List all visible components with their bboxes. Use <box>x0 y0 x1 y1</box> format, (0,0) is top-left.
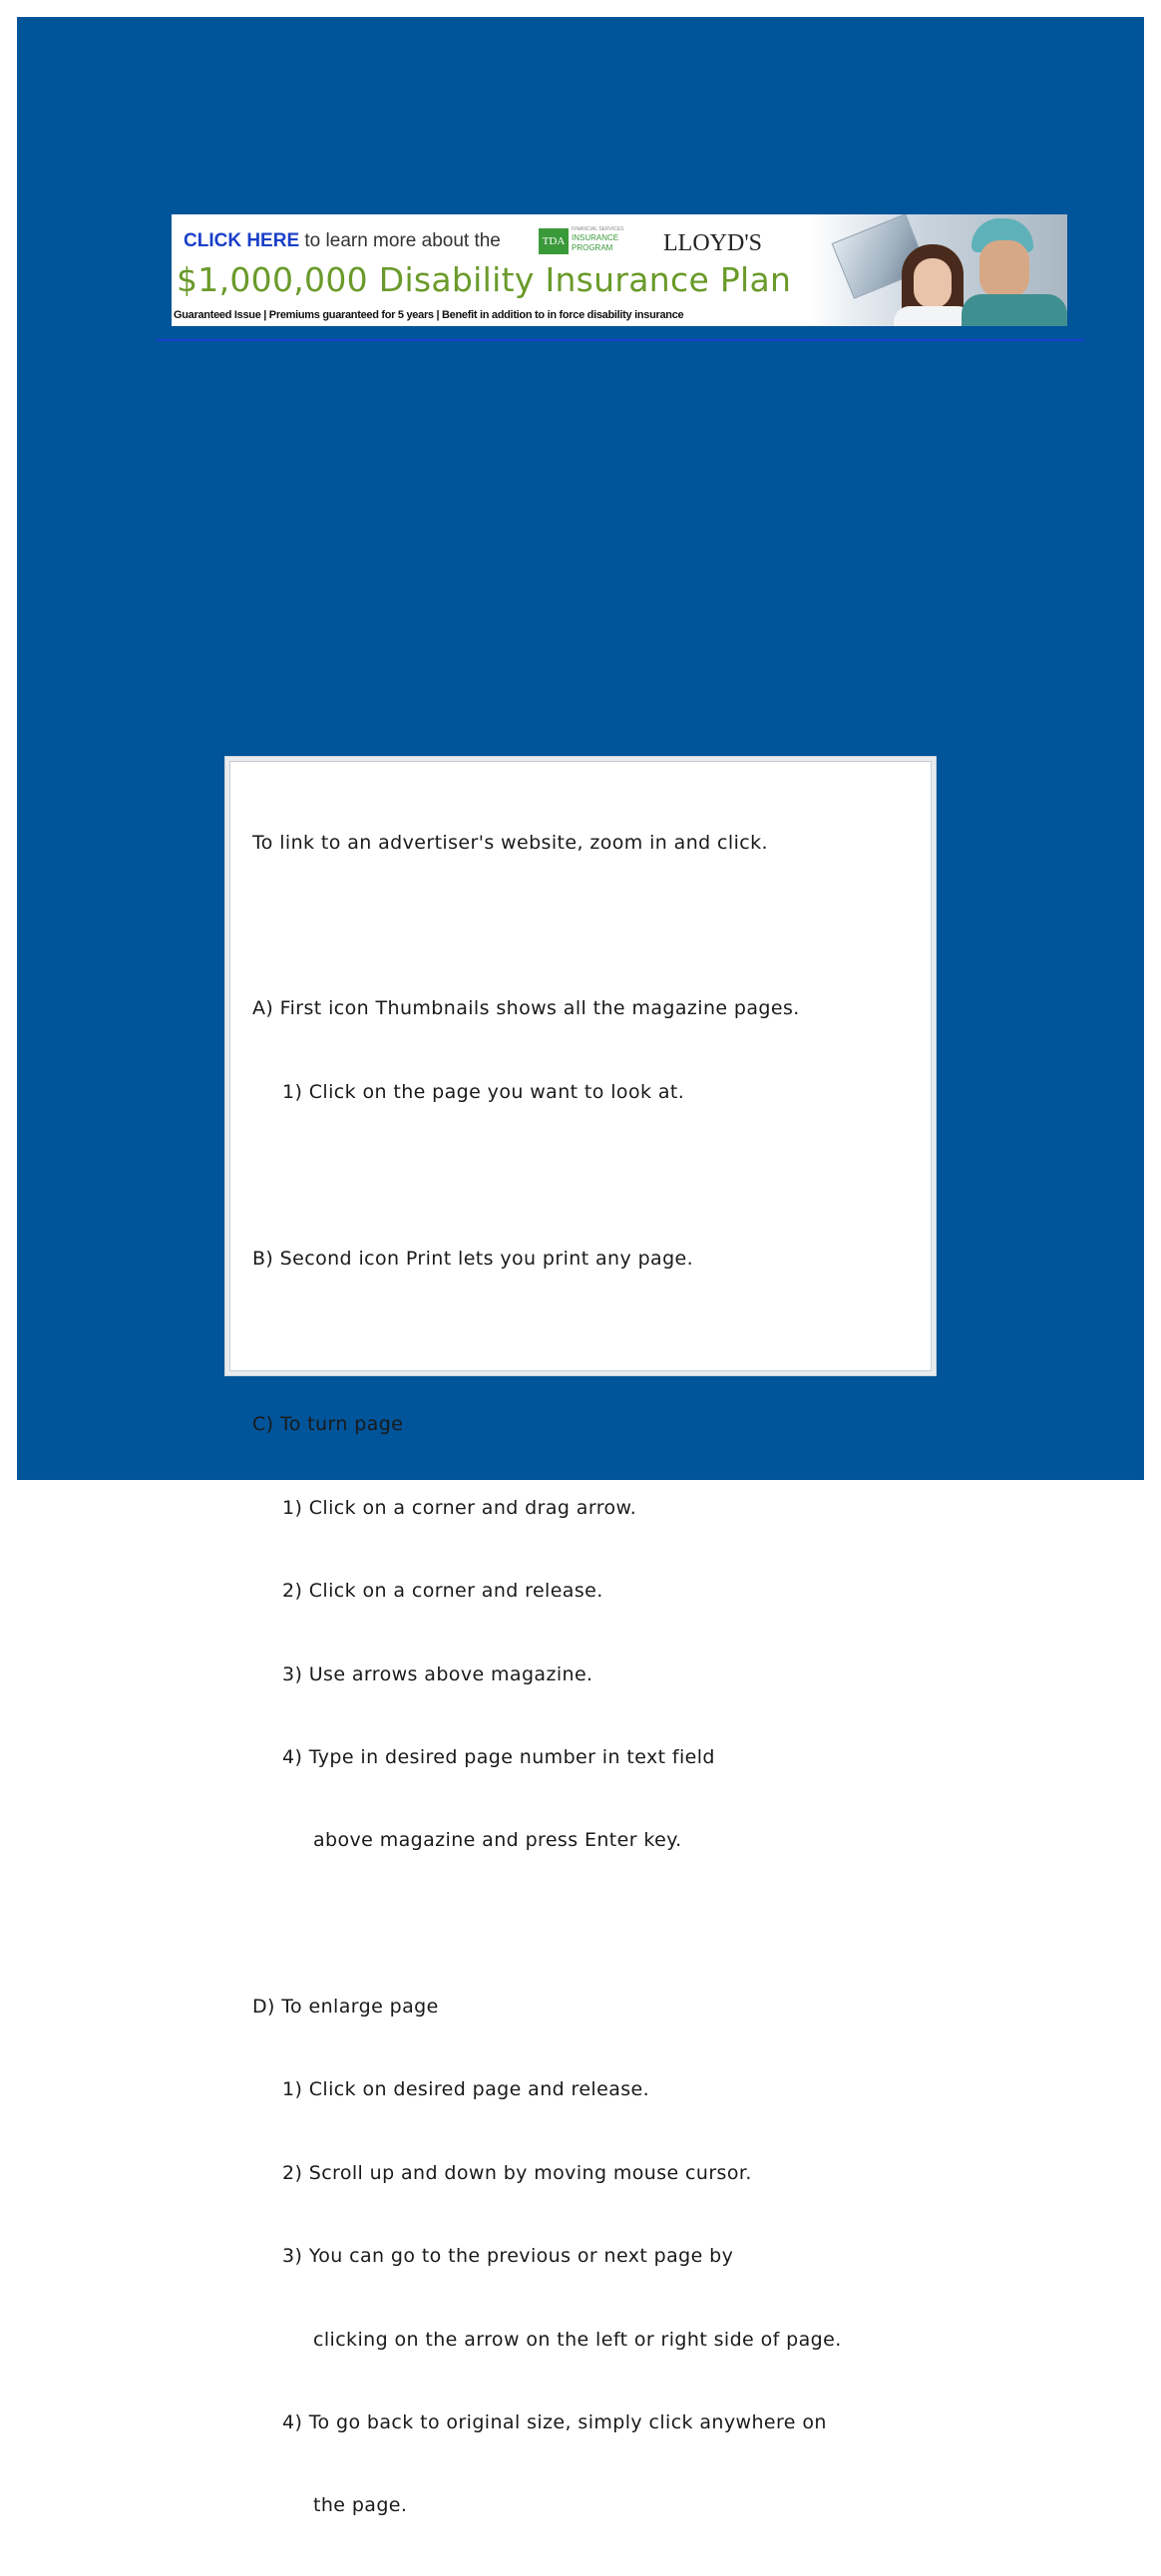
ad-intro-line <box>184 230 501 252</box>
tda-logo-mark: TDA <box>539 228 569 254</box>
section-c-title: C) To turn page <box>252 1413 404 1436</box>
doctors-photo <box>810 214 1067 326</box>
lloyds-logo: LLOYD'S <box>663 230 762 256</box>
section-c-step-2: 2) Click on a corner and release. <box>282 1580 603 1603</box>
disability-insurance-ad-banner[interactable] <box>172 214 1067 326</box>
surgeon-scrubs <box>962 294 1067 326</box>
blank-line <box>252 913 842 940</box>
section-a-step-1: 1) Click on the page you want to look at. <box>282 1080 685 1103</box>
tda-logo-line2: PROGRAM <box>572 243 613 252</box>
tda-logo-text <box>572 226 624 253</box>
ad-intro-text: to learn more about the <box>299 230 501 251</box>
section-c-step-4: 4) Type in desired page number in text field <box>282 1745 715 1768</box>
section-c-step-3: 3) Use arrows above magazine. <box>282 1662 593 1685</box>
tda-insurance-logo <box>539 226 644 258</box>
tda-logo-line1: INSURANCE <box>572 233 619 242</box>
section-a-title: A) First icon Thumbnails shows all the magazine pages. <box>252 997 800 1020</box>
instructions-panel <box>229 761 932 2517</box>
section-c-step-4-cont: above magazine and press Enter key. <box>313 1829 682 1852</box>
surgeon-face <box>979 240 1029 298</box>
instructions-intro: To link to an advertiser's website, zoom in and click. <box>252 831 768 854</box>
section-d-step-4: 4) To go back to original size, simply click anywhere on <box>282 2411 827 2434</box>
section-d-step-3: 3) You can go to the previous or next page by <box>282 2245 734 2268</box>
section-d-step-1: 1) Click on desired page and release. <box>282 2078 650 2101</box>
section-b-title: B) Second icon Print lets you print any page. <box>252 1247 694 1270</box>
section-d-title: D) To enlarge page <box>252 1996 439 2019</box>
ad-headline: $1,000,000 Disability Insurance Plan <box>177 260 792 299</box>
magazine-page <box>17 17 1144 2517</box>
ad-subline: Guaranteed Issue | Premiums guaranteed for 5 years | Benefit in addition to in force disability insurance <box>174 309 684 321</box>
click-here-link[interactable]: CLICK HERE <box>184 230 300 251</box>
section-d-step-3-cont: clicking on the arrow on the left or right side of page. <box>313 2328 842 2351</box>
woman-doctor-face <box>914 258 952 308</box>
section-c-step-1: 1) Click on a corner and drag arrow. <box>282 1496 637 1519</box>
section-d-step-4-cont: the page. <box>313 2494 408 2517</box>
banner-underline <box>157 339 1084 341</box>
instructions-text <box>252 774 842 2576</box>
tda-logo-small: FINANCIAL SERVICES <box>572 226 624 232</box>
section-d-step-2: 2) Scroll up and down by moving mouse cursor. <box>282 2161 752 2184</box>
blank-line <box>252 1162 842 1190</box>
blank-line <box>252 1328 842 1356</box>
blank-line <box>252 1911 842 1939</box>
